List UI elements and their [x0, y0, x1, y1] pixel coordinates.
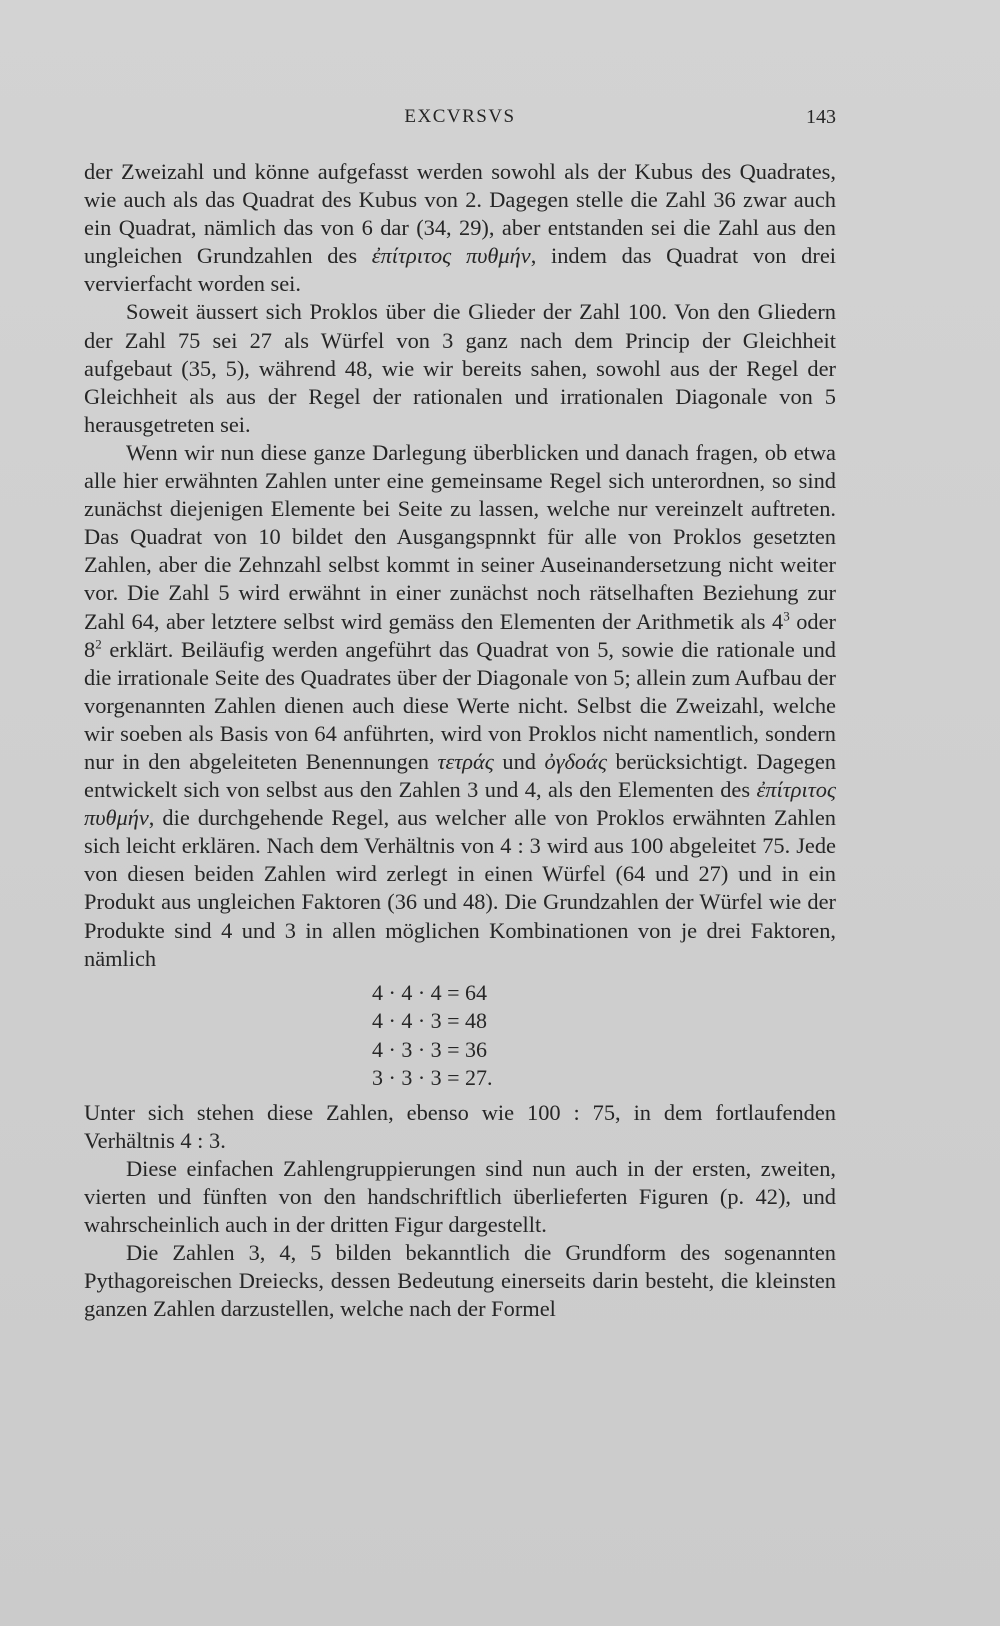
- greek-term: ἐπίτριτος πυθμήν: [84, 777, 836, 831]
- body-text: [84, 158, 836, 1323]
- equation-line: 4 · 3 · 3 = 36: [372, 1036, 488, 1062]
- page-header: [84, 106, 836, 136]
- equation-line: 4 · 4 · 3 = 48: [372, 1008, 488, 1034]
- running-head: EXCVRSVS: [404, 106, 516, 127]
- paragraph-3: [84, 439, 836, 973]
- paragraph-3-text-a: Wenn wir nun diese ganze Darlegung überblicken und danach fragen, ob etwa alle hier erwähnten Zahlen unter eine gemeinsame Regel sich unterordnen, so sind zunächst diejenigen Elemente bei Seite zu lassen, welche nur vereinzelt auftreten. Das Quadrat von 10 bildet den Ausgangspnnkt für alle von Proklos gesetzten Zahlen, aber die Zehnzahl selbst kommt in seiner Auseinandersetzung nicht weiter vor. Die Zahl 5 wird erwähnt in einer zunächst noch rätselhaften Beziehung zur Zahl 64, aber letztere selbst wird gemäss den Elementen der Arithmetik als 4: [84, 439, 836, 634]
- equation-line: 4 · 4 · 4 = 64: [372, 979, 488, 1005]
- paragraph-1-text: der Zweizahl und könne aufgefasst werden sowohl als der Kubus des Quadrates, wie auch als das Quadrat des Kubus von 2. Dagegen stelle die Zahl 36 zwar auch ein Quadrat, nämlich das von 6 dar (34, 29), aber entstanden sei die Zahl aus den ungleichen Grundzahlen des: [84, 159, 836, 269]
- equation-block: [372, 979, 836, 1093]
- paragraph-1-end: , indem das Quadrat von drei vervierfacht worden sei.: [84, 243, 836, 297]
- paragraph-1: [84, 158, 836, 298]
- paragraph-6: Die Zahlen 3, 4, 5 bilden bekanntlich die Grundform des sogenannten Pythagoreischen Dreiecks, dessen Bedeutung einerseits darin besteht, die kleinsten ganzen Zahlen darzustellen, welche nach der Formel: [84, 1240, 836, 1322]
- equation-line: 3 · 3 · 3 = 27.: [372, 1065, 493, 1091]
- exponent: 3: [783, 608, 790, 624]
- paragraph-3-text-b: oder 8: [84, 608, 836, 662]
- greek-term: ὀγδοάς: [544, 748, 607, 774]
- paragraph-4: Unter sich stehen diese Zahlen, ebenso wie 100 : 75, in dem fortlaufenden Verhältnis 4 : 3.: [84, 1099, 836, 1153]
- paragraph-3-text-e: berücksichtigt. Dagegen entwickelt sich von selbst aus den Zahlen 3 und 4, als den Elementen des: [84, 748, 837, 803]
- paragraph-3-text-c: erklärt. Beiläufig werden angeführt das Quadrat von 5, sowie die rationale und die irrationale Seite des Quadrates über der Diagonale von 5; allein zum Aufbau der vorgenannten Zahlen dienen auch diese Werte nicht. Selbst die Zweizahl, welche wir soeben als Basis von 64 anführten, wird von Proklos nicht namentlich, sondern nur in den abgeleiteten Benennungen: [84, 636, 836, 774]
- paragraph-3-text-f: , die durchgehende Regel, aus welcher alle von Proklos erwähnten Zahlen sich leicht erklären. Nach dem Verhältnis von 4 : 3 wird aus 100 abgeleitet 75. Jede von diesen beiden Zahlen wird zerlegt in einen Würfel (64 und 27) und in ein Produkt aus ungleichen Faktoren (36 und 48). Die Grundzahlen der Würfel wie der Produkte sind 4 und 3 in allen möglichen Kombinationen von je drei Faktoren, nämlich: [84, 805, 836, 971]
- page-number: 143: [806, 106, 836, 128]
- exponent: 2: [95, 636, 102, 652]
- paragraph-5: Diese einfachen Zahlengruppierungen sind nun auch in der ersten, zweiten, vierten und fünften von den handschriftlich überlieferten Figuren (p. 42), und wahrscheinlich auch in der dritten Figur dargestellt.: [84, 1155, 836, 1238]
- greek-term: ἐπίτριτος πυθμήν: [371, 243, 531, 269]
- paragraph-2: Soweit äussert sich Proklos über die Glieder der Zahl 100. Von den Gliedern der Zahl 75 sei 27 als Würfel von 3 ganz nach dem Princip der Gleichheit aufgebaut (35, 5), während 48, wie wir bereits sahen, sowohl aus der Regel der Gleichheit als aus der Regel der rationalen und irrationalen Diagonale von 5 herausgetreten sei.: [84, 299, 836, 437]
- paragraph-3-text-d: und: [493, 748, 545, 774]
- greek-term: τετράς: [437, 748, 494, 774]
